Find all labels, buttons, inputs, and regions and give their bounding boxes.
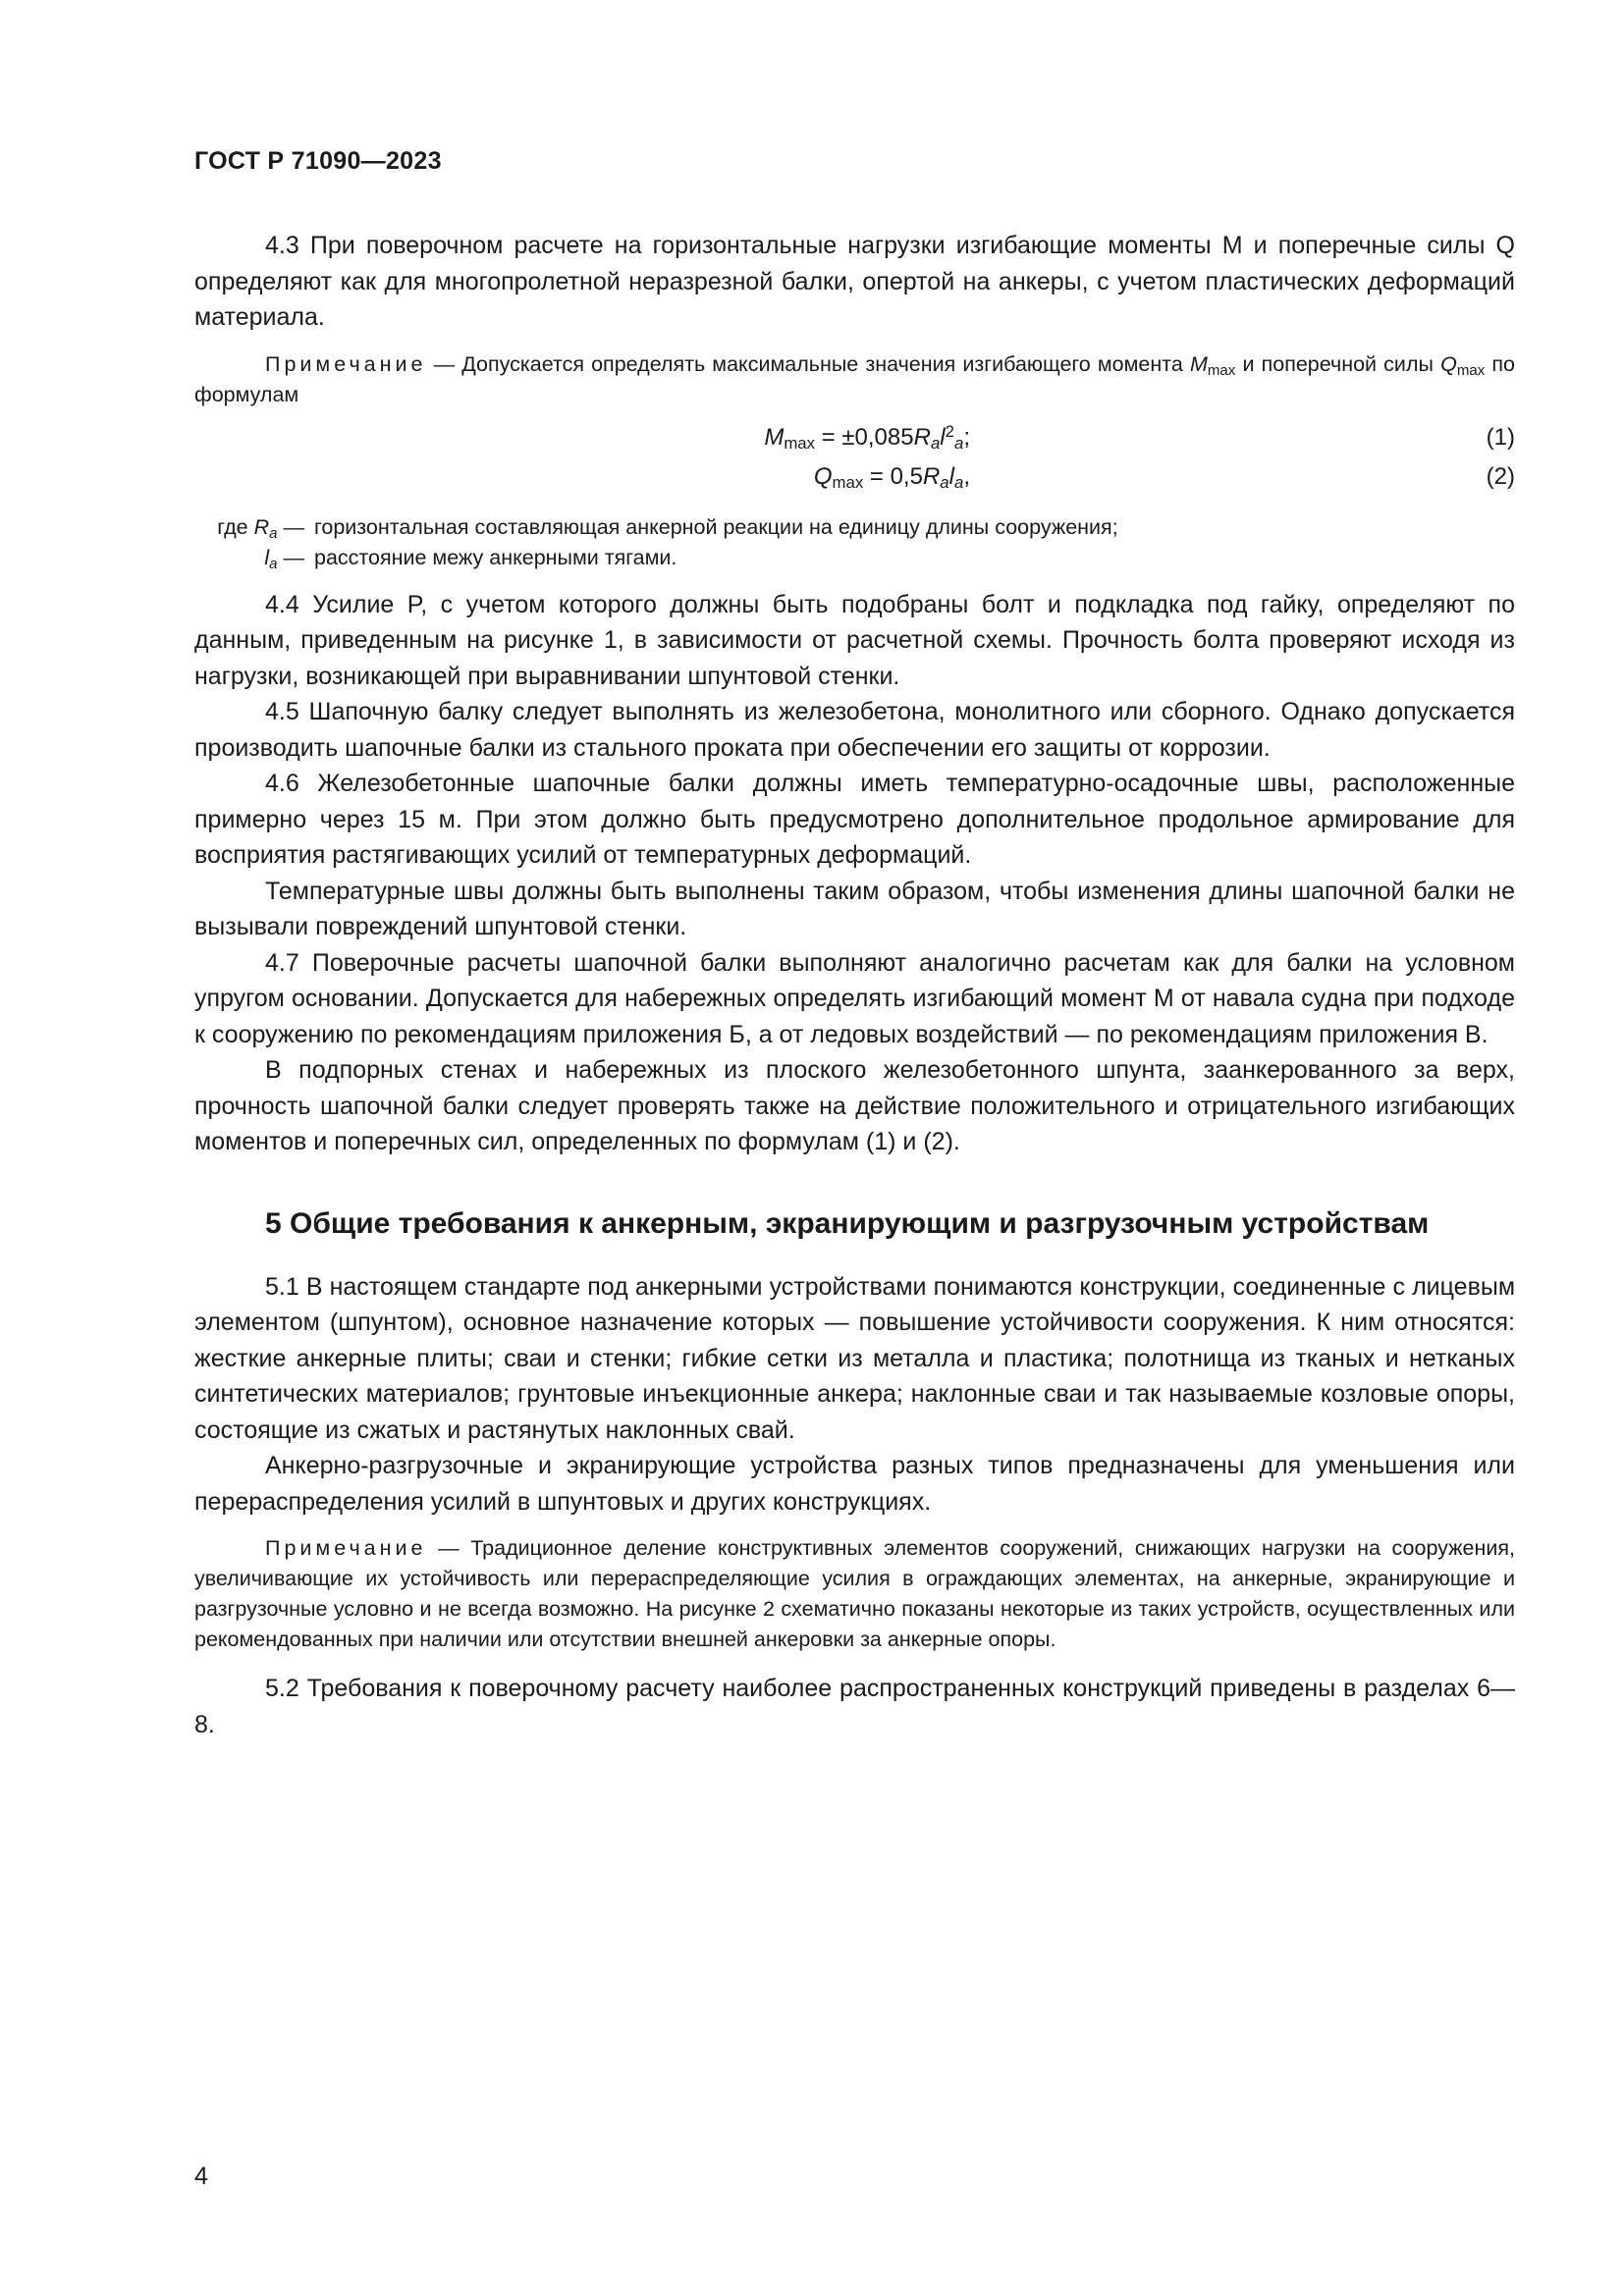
- document-header: ГОСТ Р 71090—2023: [194, 147, 442, 175]
- formula-2-number: (2): [1486, 462, 1515, 490]
- note-2-text: — Традиционное деление конструктивных элементов сооружений, снижающих нагрузки на сооружения, увеличивающие их устойчивость или перераспределяющие усилия в ограждающих элементах, на анкерные, экранирующие и разгрузочные условно и не всегда возможно. На рисунке 2 схематично показаны некоторые из таких устройств, осуществленных или рекомендованных при наличии или отсутствии внешней анкеровки за анкерные опоры.: [194, 1536, 1515, 1651]
- note-1-label: Примечание: [265, 351, 427, 376]
- section-5-title: 5 Общие требования к анкерным, экранирующим и разгрузочным устройствам: [265, 1206, 1430, 1240]
- paragraph-4-7: 4.7 Поверочные расчеты шапочной балки выполняют аналогично расчетам как для балки на условном упругом основании. Допускается для набережных определять изгибающий момент M от навала судна при подходе к сооружению по рекомендациям приложения Б, а от ледовых воздействий — по рекомендациям приложения В.: [194, 948, 1515, 1048]
- note-1-text-c: по формулам: [194, 351, 1515, 406]
- paragraph-4-6b: Температурные швы должны быть выполнены таким образом, чтобы изменения длины шапочной балки не вызывали повреждений шпунтовой стенки.: [194, 877, 1515, 940]
- paragraph-4-7b: В подпорных стенах и набережных из плоского железобетонного шпунта, заанкерованного за верх, прочность шапочной балки следует проверять также на действие положительного и отрицательного изгибающих моментов и поперечных сил, определенных по формулам (1) и (2).: [194, 1056, 1515, 1155]
- paragraph-4-6: 4.6 Железобетонные шапочные балки должны иметь температурно-осадочные швы, расположенные примерно через 15 м. При этом должно быть предусмотрено дополнительное продольное армирование для восприятия растягивающих усилий от температурных деформаций.: [194, 770, 1515, 869]
- page-number: 4: [194, 2163, 208, 2190]
- where-block: [194, 512, 1515, 573]
- formula-2: [194, 457, 1515, 497]
- where-ra-desc: горизонтальная составляющая анкерной реакции на единицу длины сооружения;: [314, 514, 1118, 539]
- formula-1: [194, 418, 1515, 457]
- note-1-text-a: — Допускается определять максимальные значения изгибающего момента: [426, 351, 1190, 376]
- note-2: [194, 1533, 1515, 1655]
- formula-2-expression: $Q_{max} = 0,5R_al_a$,: [813, 462, 970, 492]
- paragraph-4-5: 4.5 Шапочную балку следует выполнять из железобетона, монолитного или сборного. Однако допускается производить шапочные балки из стального проката при обеспечении его защиты от коррозии.: [194, 698, 1515, 762]
- formula-1-number: (1): [1486, 423, 1515, 451]
- paragraph-4-3: 4.3 При поверочном расчете на горизонтальные нагрузки изгибающие моменты M и поперечные силы Q определяют как для многопролетной неразрезной балки, опертой на анкеры, с учетом пластических деформаций материала.: [194, 232, 1515, 331]
- note-1-text-b: и поперечной силы: [1235, 351, 1441, 376]
- where-la: $l_a$ — расстояние межу анкерными тягами.: [194, 543, 1515, 573]
- paragraph-4-4: 4.4 Усилие P, с учетом которого должны быть подобраны болт и подкладка под гайку, определяют по данным, приведенным на рисунке 1, в зависимости от расчетной схемы. Прочность болта проверяют исходя из нагрузки, возникающей при выравнивании шпунтовой стенки.: [194, 590, 1515, 690]
- document-body: [194, 228, 1515, 1742]
- paragraph-5-1b: Анкерно-разгрузочные и экранирующие устройства разных типов предназначены для уменьшения или перераспределения усилий в шпунтовых и других конструкциях.: [194, 1452, 1515, 1516]
- paragraph-5-2: 5.2 Требования к поверочному расчету наиболее распространенных конструкций приведены в разделах 6—8.: [194, 1675, 1515, 1738]
- formulas: [194, 418, 1515, 497]
- where-la-desc: расстояние межу анкерными тягами.: [314, 545, 677, 569]
- note-2-label: Примечание: [265, 1536, 427, 1560]
- note-1: Примечание — Допускается определять максимальные значения изгибающего момента $M_{max}$ и поперечной силы $Q_{max}$ по формулам: [194, 351, 1515, 406]
- where-ra: где $R_a$ — горизонтальная составляющая анкерной реакции на единицу длины сооружения;: [194, 512, 1515, 543]
- paragraph-5-1: 5.1 В настоящем стандарте под анкерными устройствами понимаются конструкции, соединенные с лицевым элементом (шпунтом), основное назначение которых — повышение устойчивости сооружения. К ним относятся: жесткие анкерные плиты; сваи и стенки; гибкие сетки из металла и пластика; полотнища из тканых и нетканых синтетических материалов; грунтовые инъекционные анкера; наклонные сваи и так называемые козловые опоры, состоящие из сжатых и растянутых наклонных свай.: [194, 1272, 1515, 1444]
- formula-1-expression: $M_{max} = \pm 0,085R_al^2_a$;: [764, 421, 970, 453]
- where-lead: где: [217, 514, 248, 539]
